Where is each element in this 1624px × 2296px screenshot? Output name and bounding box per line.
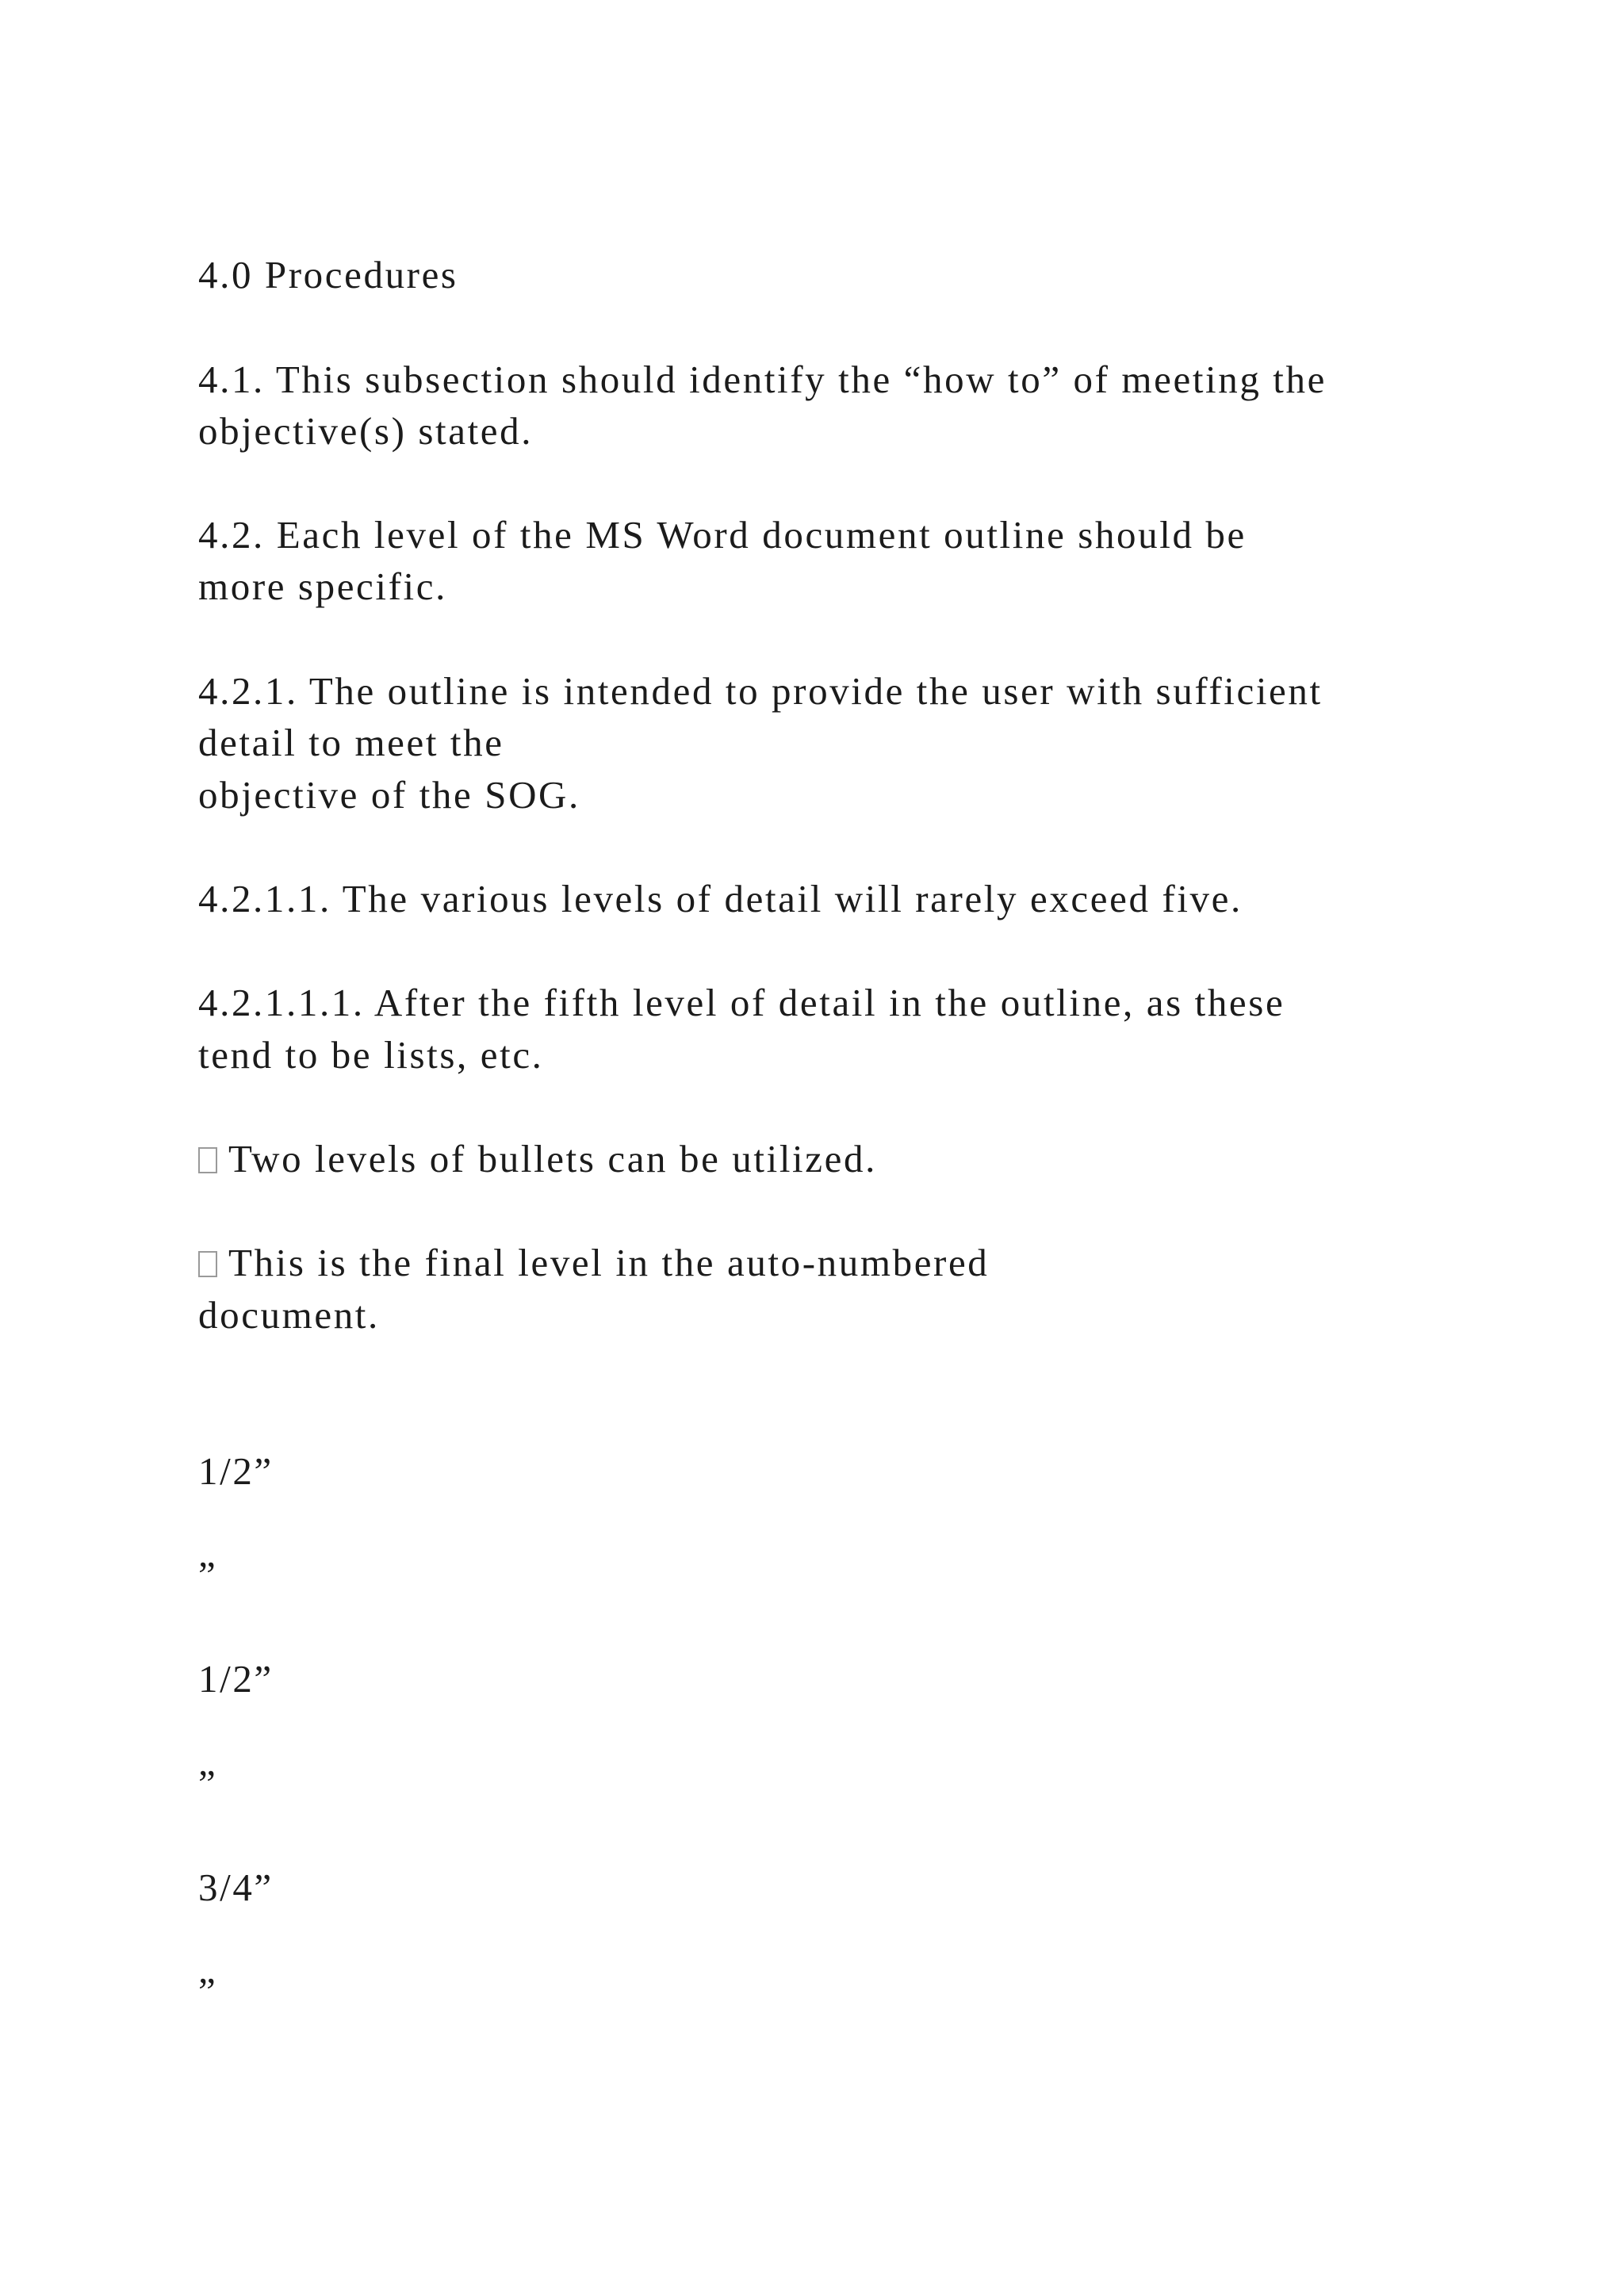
- bullet-item-2-text-line-2: document.: [198, 1293, 380, 1337]
- bullet-item-2-text-line-1: This is the final level in the auto-numbered: [228, 1241, 990, 1284]
- margin-note-half-inch-2: 1/2”: [198, 1657, 274, 1701]
- margin-note-quote-1: ”: [198, 1553, 218, 1597]
- margin-note-three-quarter-inch: 3/4”: [198, 1866, 274, 1909]
- paragraph-4-2-1-1-line-1: 4.2.1.1. The various levels of detail will rarely exceed five.: [198, 877, 1243, 920]
- paragraph-4-1-line-1: 4.1. This subsection should identify the “how to” of meeting the: [198, 358, 1327, 401]
- paragraph-4-2-1-1-1-line-2: tend to be lists, etc.: [198, 1033, 544, 1077]
- paragraph-4-2-line-1: 4.2. Each level of the MS Word document outline should be: [198, 513, 1247, 557]
- paragraph-4-1-line-2: objective(s) stated.: [198, 409, 534, 453]
- bullet-item-2: [198, 1243, 989, 1282]
- margin-note-quote-3: ”: [198, 1969, 218, 2013]
- section-heading: 4.0 Procedures: [198, 253, 458, 297]
- missing-glyph-bullet-icon: [198, 1251, 217, 1277]
- margin-note-quote-2: ”: [198, 1762, 218, 1805]
- missing-glyph-bullet-icon: [198, 1147, 217, 1173]
- margin-note-half-inch-1: 1/2”: [198, 1449, 274, 1493]
- paragraph-4-2-line-2: more specific.: [198, 564, 447, 608]
- paragraph-4-2-1-line-3: objective of the SOG.: [198, 773, 580, 817]
- paragraph-4-2-1-line-2: detail to meet the: [198, 721, 504, 764]
- bullet-item-1: [198, 1137, 877, 1181]
- bullet-item-1-text: Two levels of bullets can be utilized.: [228, 1137, 877, 1181]
- paragraph-4-2-1-line-1: 4.2.1. The outline is intended to provide the user with sufficient: [198, 669, 1323, 713]
- paragraph-4-2-1-1-1-line-1: 4.2.1.1.1. After the fifth level of detail in the outline, as these: [198, 981, 1285, 1024]
